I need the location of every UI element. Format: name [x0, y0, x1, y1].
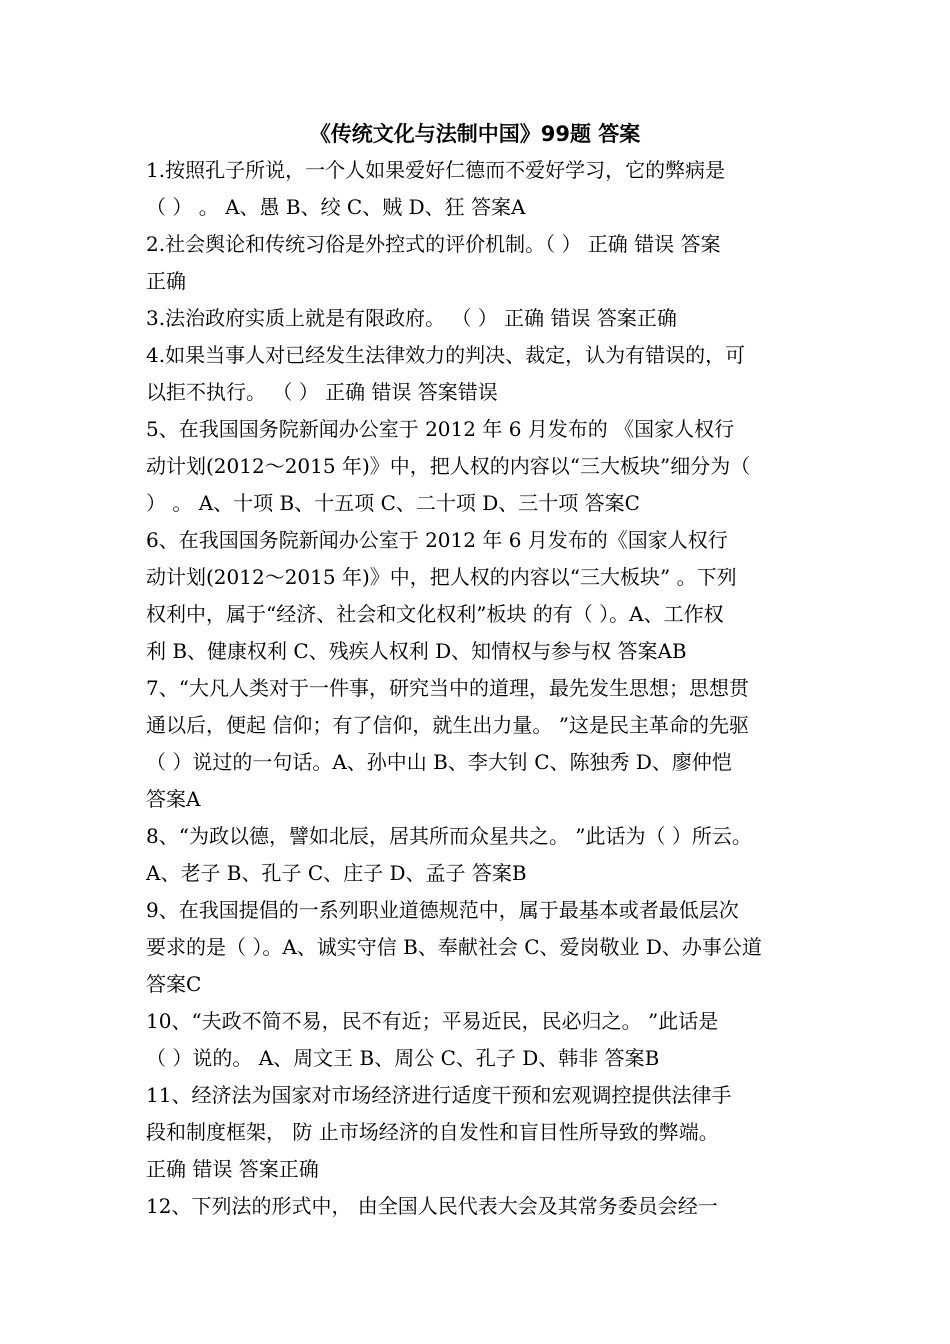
text-line: 动计划(2012～2015 年)》中，把人权的内容以“三大板块” 。下列	[146, 565, 737, 589]
text-line: 通以后，便起 信仰；有了信仰，就生出力量。 ”这是民主革命的先驱	[146, 713, 749, 737]
text-line: 段和制度框架， 防 止市场经济的自发性和盲目性所导致的弊端。	[146, 1120, 719, 1144]
text-line: 4.如果当事人对已经发生法律效力的判决、裁定，认为有错误的，可	[146, 343, 746, 367]
document-body	[146, 152, 810, 1225]
text-line: （ ）说的。 A、周文王 B、周公 C、孔子 D、韩非 答案B	[146, 1046, 660, 1070]
text-line: 1.按照孔子所说，一个人如果爱好仁德而不爱好学习，它的弊病是	[146, 158, 726, 182]
text-line: 7、“大凡人类对于一件事，研究当中的道理，最先发生思想；思想贯	[146, 676, 749, 700]
text-line: 6、在我国国务院新闻办公室于 2012 年 6 月发布的《国家人权行	[146, 528, 728, 552]
text-line: 5、在我国国务院新闻办公室于 2012 年 6 月发布的 《国家人权行	[146, 417, 735, 441]
text-line: 答案A	[146, 787, 201, 811]
text-line: ） 。 A、十项 B、十五项 C、二十项 D、三十项 答案C	[146, 491, 640, 515]
text-line: 正确 错误 答案正确	[146, 1157, 319, 1181]
text-line: 动计划(2012～2015 年)》中，把人权的内容以“三大板块”细分为（	[146, 454, 751, 478]
text-line: 2.社会舆论和传统习俗是外控式的评价机制。（ ） 正确 错误 答案	[146, 232, 721, 256]
text-line: 12、下列法的形式中， 由全国人民代表大会及其常务委员会经一	[146, 1194, 718, 1218]
text-line: A、老子 B、孔子 C、庄子 D、孟子 答案B	[146, 861, 527, 885]
text-line: 9、在我国提倡的一系列职业道德规范中，属于最基本或者最低层次	[146, 898, 739, 922]
text-line: 以拒不执行。 （ ） 正确 错误 答案错误	[146, 380, 498, 404]
text-line: 3.法治政府实质上就是有限政府。 （ ） 正确 错误 答案正确	[146, 306, 677, 330]
text-line: 权利中，属于“经济、社会和文化权利”板块 的有（ ）。A、工作权	[146, 602, 724, 626]
text-line: （ ）说过的一句话。A、孙中山 B、李大钊 C、陈独秀 D、廖仲恺	[146, 750, 732, 774]
text-line: 10、“夫政不简不易，民不有近；平易近民，民必归之。 ”此话是	[146, 1009, 719, 1033]
text-line: 8、“为政以德，譬如北辰，居其所而众星共之。 ”此话为（ ）所云。	[146, 824, 752, 848]
text-line: 要求的是（ ）。A、诚实守信 B、奉献社会 C、爱岗敬业 D、办事公道	[146, 935, 762, 959]
text-line: 答案C	[146, 972, 202, 996]
text-line: 正确	[146, 269, 186, 293]
text-line: 11、经济法为国家对市场经济进行适度干预和宏观调控提供法律手	[146, 1083, 732, 1107]
text-line: 利 B、健康权利 C、残疾人权利 D、知情权与参与权 答案AB	[146, 639, 687, 663]
text-line: （ ） 。 A、愚 B、绞 C、贼 D、狂 答案A	[146, 195, 526, 219]
document-title: 《传统文化与法制中国》99题 答案	[309, 122, 641, 146]
